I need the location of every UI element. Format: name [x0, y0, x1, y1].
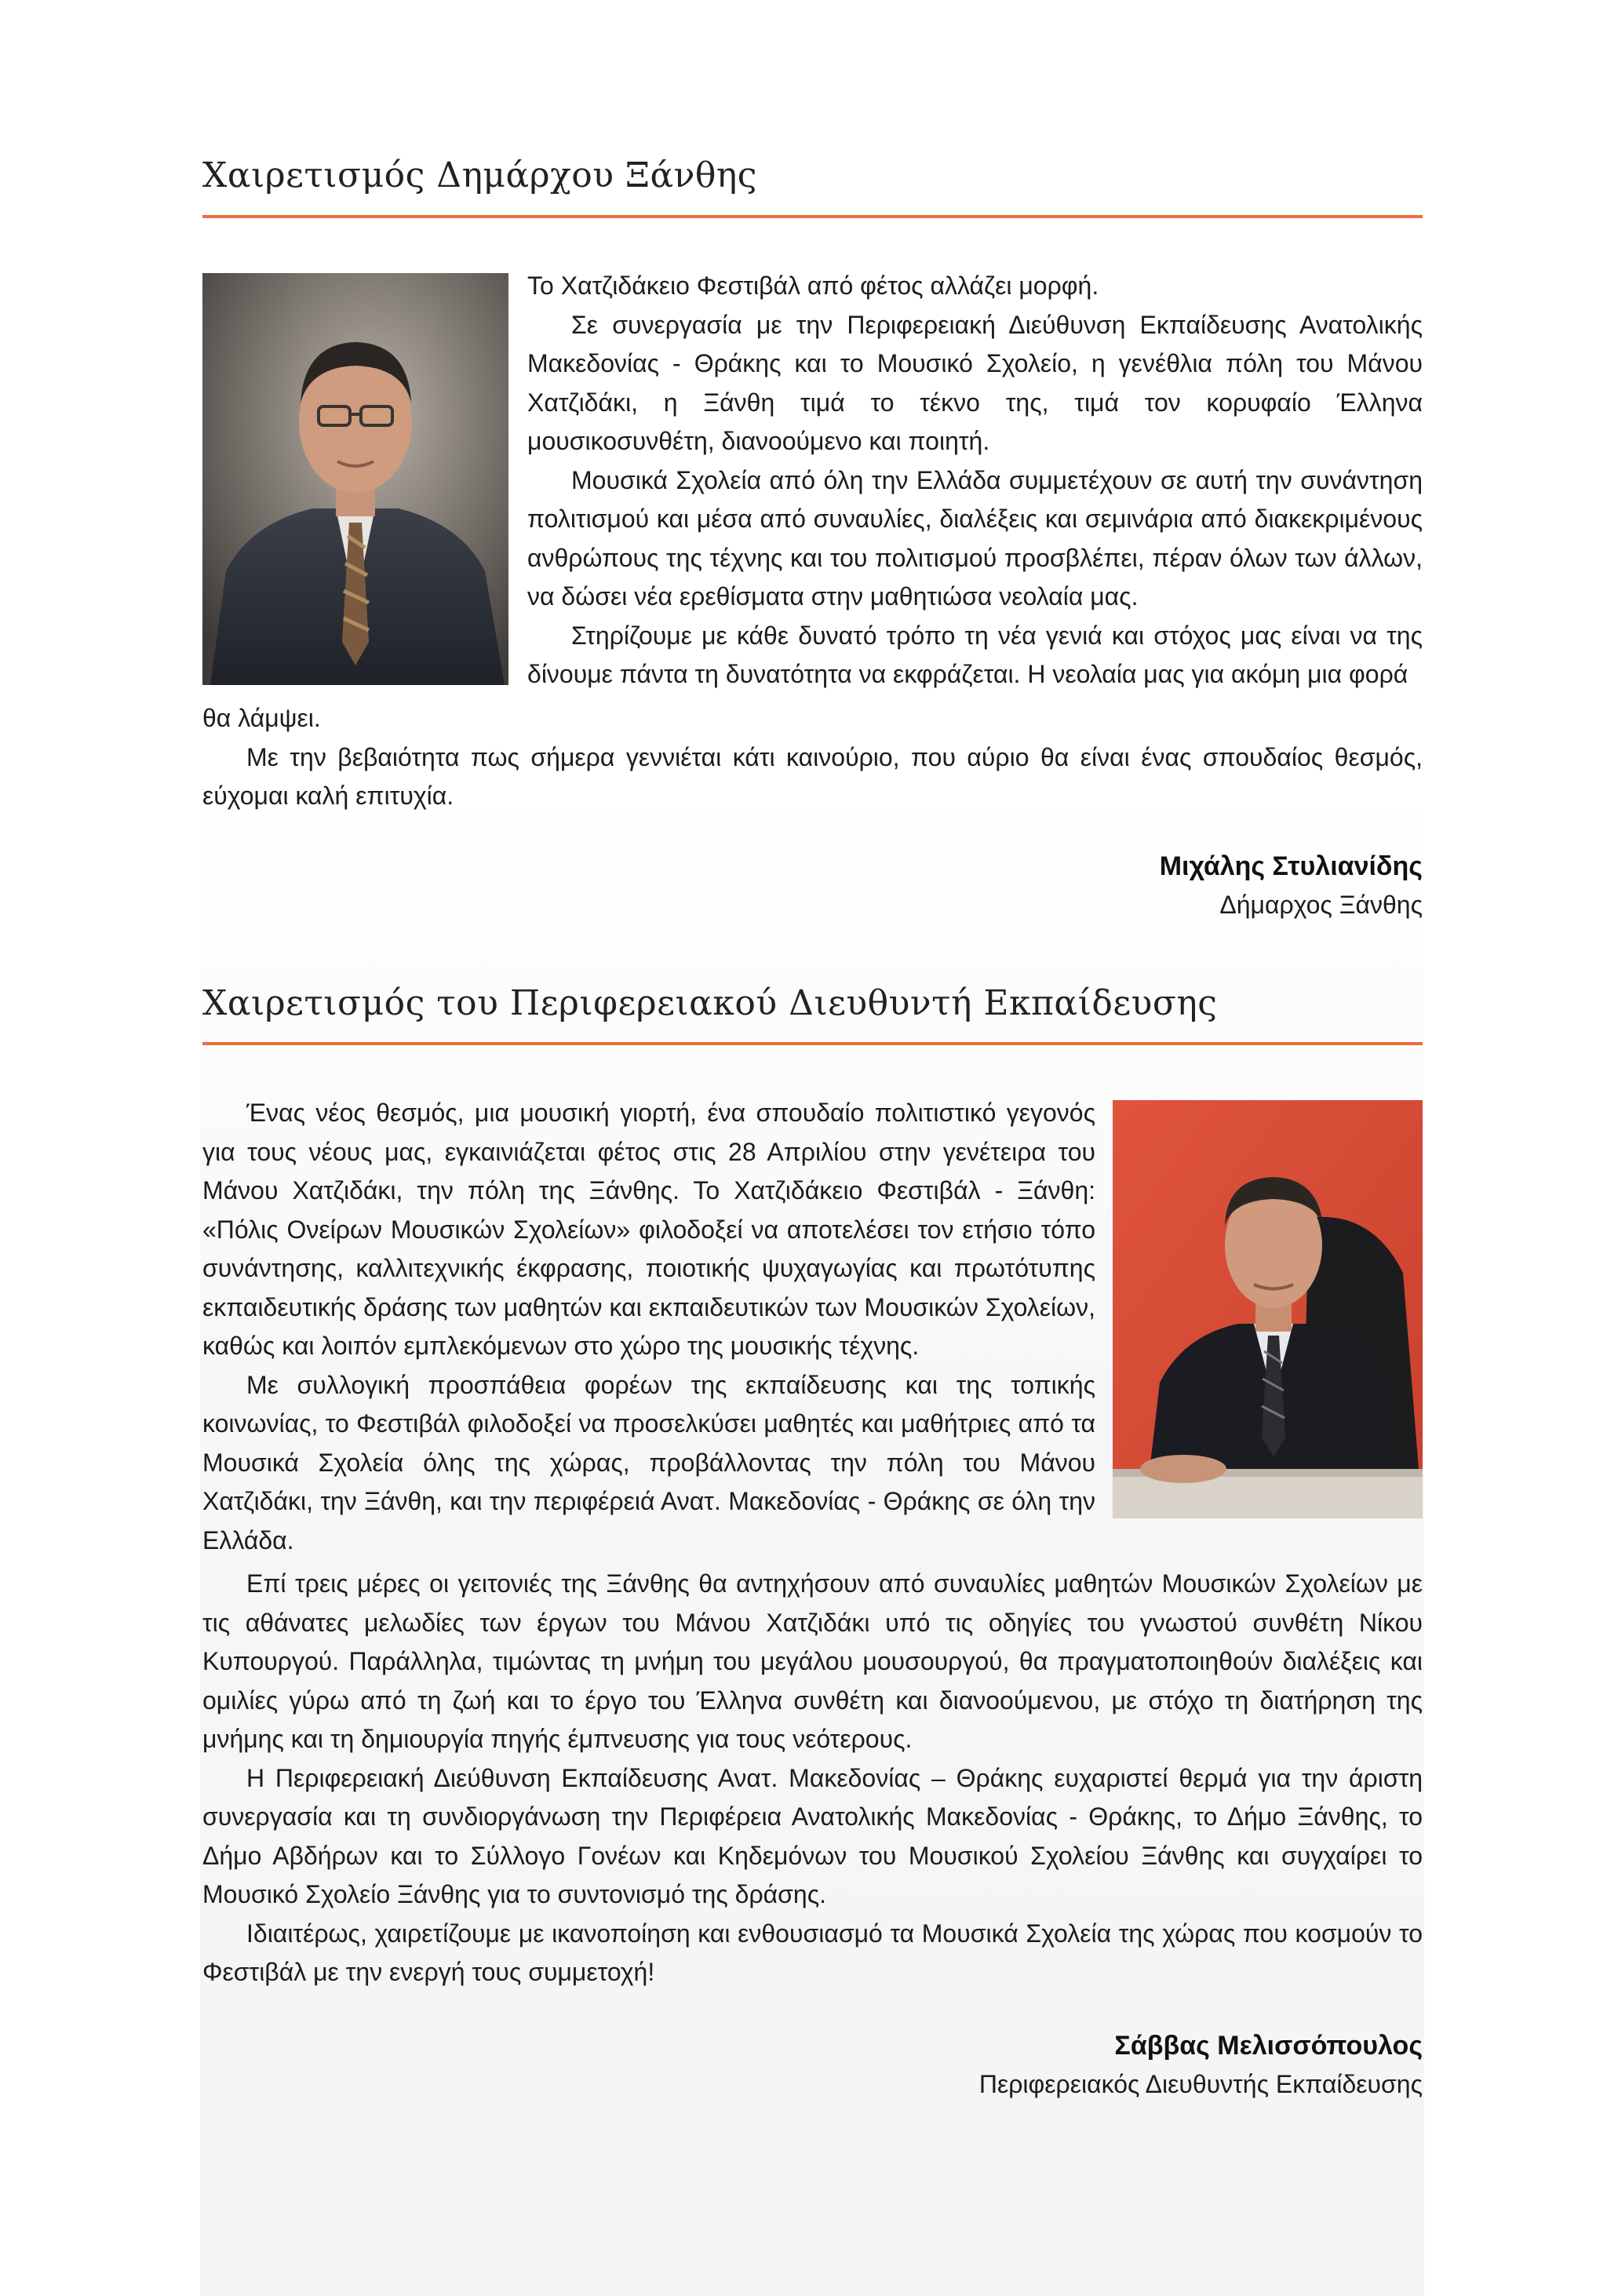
section2-signature-role: Περιφερειακός Διευθυντής Εκπαίδευσης: [978, 2070, 1423, 2098]
section1-paragraph-2: Σε συνεργασία με την Περιφερειακή Διεύθυνση Εκπαίδευσης Ανατολικής Μακεδονίας - Θράκης και το Μουσικό Σχολείο, η γενέθλια πόλη του Μάνου Χατζιδάκι, η Ξάνθη τιμά το τέκνο της, τιμά τον κορυφαίο Έλληνα μουσικοσυνθέτη, διανοούμενο και ποιητή.: [527, 310, 1423, 455]
section2-signature-name: Σάββας Μελισσόπουλος: [1114, 2031, 1423, 2061]
section1-text-top: [527, 267, 1423, 694]
section2-text-bottom: [202, 1565, 1423, 1992]
mayor-portrait-image: [202, 273, 508, 685]
section2-paragraph-4: Η Περιφερειακή Διεύθυνση Εκπαίδευσης Ανατ. Μακεδονίας – Θράκης ευχαριστεί θερμά για την άριστη συνεργασία και τη συνδιοργάνωση την Περιφέρεια Ανατολικής Μακεδονίας - Θράκης, το Δήμο Ξάνθης, το Δήμο Αβδήρων και το Σύλλογο Γονέων και Κηδεμόνων του Μουσικού Σχολείου Ξάνθης και συγχαίρει το Μουσικό Σχολείο Ξάνθης για το συντονισμό της δράσης.: [202, 1763, 1423, 1908]
director-portrait-image: [1113, 1100, 1423, 1518]
section2-title: Χαιρετισμός του Περιφερειακού Διευθυντή Εκπαίδευσης: [202, 983, 1218, 1023]
director-portrait: [1113, 1100, 1423, 1518]
section1-signature-role: Δήμαρχος Ξάνθης: [1219, 891, 1423, 919]
section2-divider: [202, 1042, 1423, 1045]
section1-title: Χαιρετισμός Δημάρχου Ξάνθης: [202, 155, 757, 195]
section1-text-bottom: [202, 699, 1423, 816]
section2-paragraph-2: Με συλλογική προσπάθεια φορέων της εκπαίδευσης και της τοπικής κοινωνίας, το Φεστιβάλ φιλοδοξεί να προσελκύσει μαθητές και μαθήτριες από τα Μουσικά Σχολεία όλης της χώρας, προβάλλοντας την πόλη του Μάνου Χατζιδάκι, την Ξάνθη, και την περιφέρειά Ανατ. Μακεδονίας - Θράκης σε όλη την Ελλάδα.: [202, 1370, 1095, 1554]
mayor-portrait: [202, 273, 508, 685]
section1-paragraph-5: Με την βεβαιότητα πως σήμερα γεννιέται κάτι καινούριο, που αύριο θα είναι ένας σπουδαίος θεσμός, εύχομαι καλή επιτυχία.: [202, 742, 1423, 810]
section2-paragraph-1: Ένας νέος θεσμός, μια μουσική γιορτή, ένα σπουδαίο πολιτιστικό γεγονός για τους νέους μας, εγκαινιάζεται φέτος στις 28 Απριλίου στην γενέτειρα του Μάνου Χατζιδάκι, την πόλη της Ξάνθης. Το Χατζιδάκειο Φεστιβάλ - Ξάνθη: «Πόλις Ονείρων Μουσικών Σχολείων» φιλοδοξεί να αποτελέσει τον ετήσιο τόπο συνάντησης, καλλιτεχνικής έκφρασης, ποιοτικής ψυχαγωγίας και πρωτότυπης εκπαιδευτικής δράσης των μαθητών και εκπαιδευτικών των Μουσικών Σχολείων, καθώς και λοιπόν εμπλεκόμενων στο χώρο της μουσικής τέχνης.: [202, 1099, 1095, 1360]
section1-paragraph-4a: Στηρίζουμε με κάθε δυνατό τρόπο τη νέα γενιά και στόχος μας είναι να της δίνουμε πάντα τη δυνατότητα να εκφράζεται. Η νεολαία μας για ακόμη μια φορά: [527, 621, 1423, 688]
section1-paragraph-4b: θα λάμψει.: [202, 704, 321, 732]
section1-paragraph-3: Μουσικά Σχολεία από όλη την Ελλάδα συμμετέχουν σε αυτή την συνάντηση πολιτισμού και μέσα από συναυλίες, διαλέξεις και σεμινάρια από διακεκριμένους ανθρώπους της τέχνης και του πολιτισμού προσβλέπει, πέραν όλων των άλλων, να δώσει νέα ερεθίσματα στην μαθητιώσα νεολαία μας.: [527, 465, 1423, 610]
section2-paragraph-3: Επί τρεις μέρες οι γειτονιές της Ξάνθης θα αντηχήσουν από συναυλίες μαθητών Μουσικών Σχολείων με τις αθάνατες μελωδίες των έργων του Μάνου Χατζιδάκι υπό τις οδηγίες του γνωστού συνθέτη Νίκου Κυπουργού. Παράλληλα, τιμώντας τη μνήμη του μεγάλου μουσουργού, θα πραγματοποιηθούν διαλέξεις και ομιλίες γύρω από τη ζωή και το έργο του Έλληνα συνθέτη και διανοούμενου, με στόχο τη διατήρηση της μνήμης και τη δημιουργία πηγής έμπνευσης για τους νεότερους.: [202, 1569, 1423, 1753]
section1-divider: [202, 215, 1423, 218]
section2-text-top: [202, 1094, 1095, 1560]
section2-paragraph-5: Ιδιαιτέρως, χαιρετίζουμε με ικανοποίηση και ενθουσιασμό τα Μουσικά Σχολεία της χώρας που κοσμούν το Φεστιβάλ με την ενεργή τους συμμετοχή!: [202, 1919, 1423, 1986]
section1-paragraph-1: Το Χατζιδάκειο Φεστιβάλ από φέτος αλλάζει μορφή.: [527, 272, 1099, 300]
section1-signature-name: Μιχάλης Στυλιανίδης: [1159, 851, 1423, 881]
